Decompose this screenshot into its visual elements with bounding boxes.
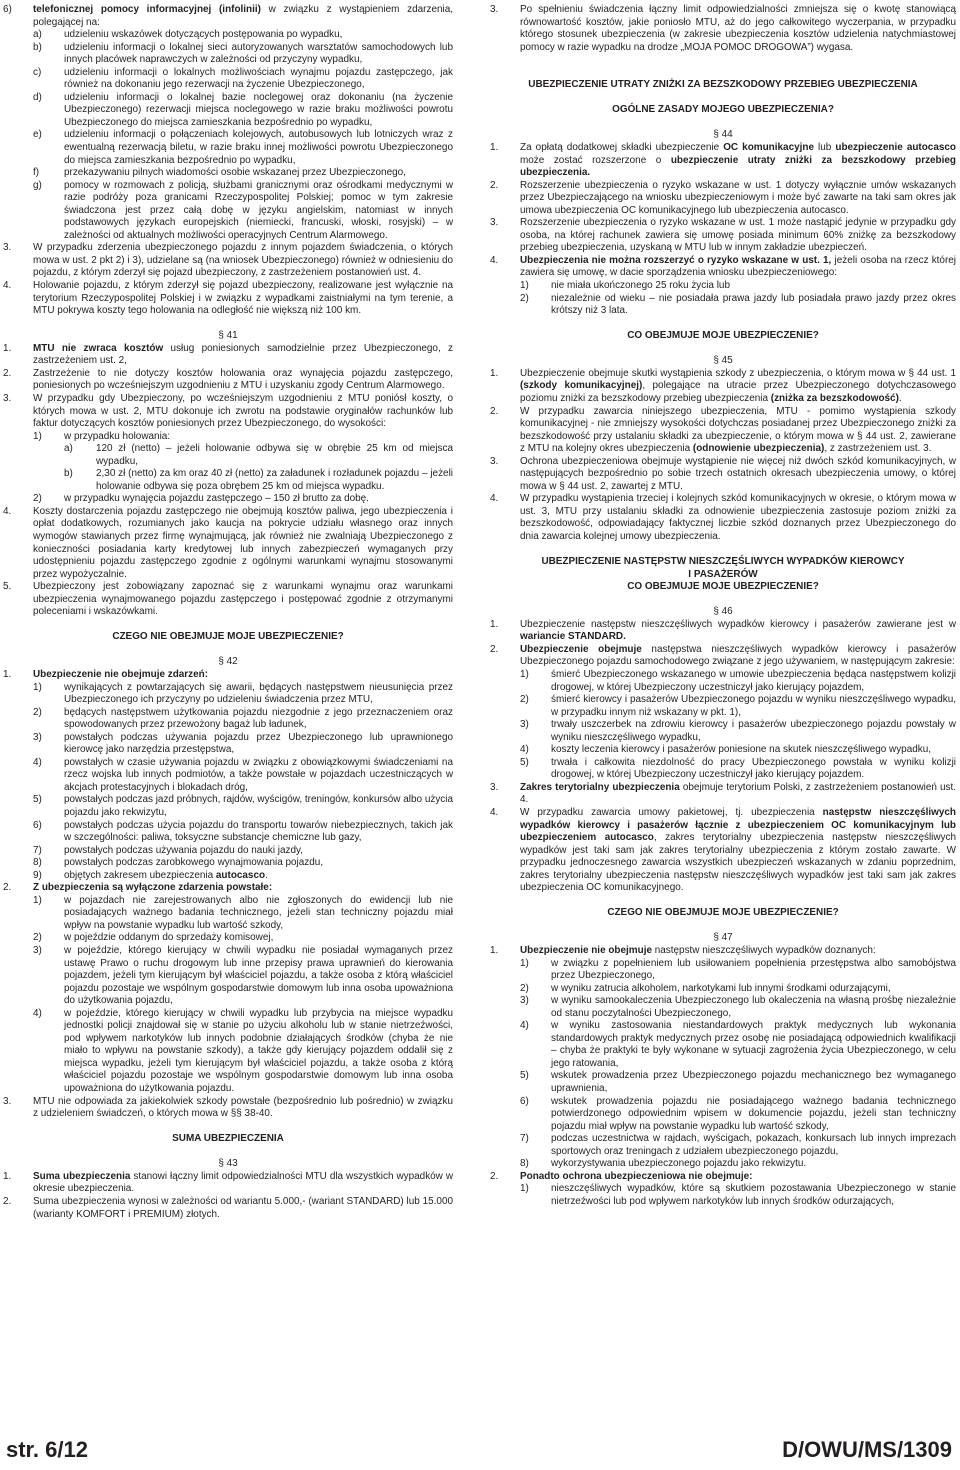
item-text: wskutek prowadzenia przez Ubezpieczonego pojazdu mechanicznego bez wymaganego uprawnienia, [551,1070,956,1095]
item-number: f) [33,167,40,179]
item-number: 2. [490,643,499,655]
item-number: 4. [490,254,499,266]
item-text: koszty leczenia kierowcy i pasażerów poniesione na skutek nieszczęśliwego wypadku, [551,744,932,756]
right-column [490,4,956,1209]
clause [3,393,453,431]
item-number: 4. [3,280,12,292]
spacer [490,895,956,908]
spacer [490,54,956,67]
item-text: śmierć Ubezpieczonego wskazanego w umowie ubezpieczenia będąca następstwem kolizji drogowej, w której Ubezpieczony uczestniczył jako kierujący pojazdem, [551,668,956,693]
section-heading: CZEGO NIE OBEJMUJE MOJE UBEZPIECZENIE? [607,907,839,919]
item-number: 2. [3,1195,12,1207]
item-number: 2) [33,493,42,505]
sub-clause [33,129,453,167]
document-code: D/OWU/MS/1309 [782,1437,952,1462]
item-text: Zakres terytorialny ubezpieczenia obejmuje terytorium Polski, z zastrzeżeniem postanowień ust. 4. [520,781,956,806]
item-number: 1) [33,894,42,906]
clause [490,456,956,494]
sub-clause [33,857,453,870]
sub-clause [64,468,453,493]
item-number: 9) [33,869,42,881]
item-text: Ubezpieczenia nie można rozszerzyć o ryzyko wskazane w ust. 1, jeżeli osoba na rzecz której zawiera się umowę, w dacie sporządzenia wniosku ubezpieczeniowego: [520,254,957,279]
item-text: 120 zł (netto) – jeżeli holowanie odbywa się w obrębie 25 km od miejsca wypadku, [96,443,453,467]
item-text: Ubezpieczony jest zobowiązany zapoznać się z warunkami wynajmu oraz warunkami ubezpieczenia wynajmowanego pojazdu zastępczego i postępować zgodnie z otrzymanymi poleceniami i wskazówkami. [33,581,453,618]
sub-clause [520,757,956,782]
sub-clause [520,1133,956,1158]
item-text: Ubezpieczenie obejmuje skutki wystąpienia szkody z ubezpieczenia, o którym mowa w § 44 ust. 1 (szkody komunikacyjnej), polegające na utracie przez Ubezpieczonego dotychczasowego poziomu zniżki za bezszkodowy przebieg ubezpieczenia (zniżka za bezszkodowość). [520,367,956,404]
sub-clause [33,1008,453,1096]
item-text: powstałych podczas zarobkowego wynajmowania pojazdu, [64,857,324,869]
item-text: w wyniku zastosowania niestandardowych praktyk medycznych lub wykonania standardowych praktyk medycznych przez osobę nie posiadającą odpowiednich kwalifikacji – chyba że praktyki te były wykonane w sytuacji zagrożenia życia Ubezpieczonego, w celu jego ratowania, [551,1020,956,1069]
item-text: udzieleniu informacji o lokalnych możliwościach wynajmu pojazdu zastępczego, jak również na dokonaniu jego rezerwacji na życzenie Ubezpieczonego, [64,66,453,91]
item-number: 2. [3,882,12,894]
item-text: Rozszerzenie ubezpieczenia o ryzyko wskazane w ust. 1 dotyczy wyłącznie umów wskazanych przez Ubezpieczającego na wniosku ubezpieczeniowym i może być zawarte na taki sam okres jak umowa ubezpieczenia OC komunikacyjnego lub ubezpieczenia autocasco. [520,179,956,216]
item-text: W przypadku zawarcia niniejszego ubezpieczenia, MTU - pomimo wystąpienia szkody komunikacyjnej - nie zmniejszy wysokości dotychczas posiadanej przez Ubezpieczonego zniżki za bezszkodowość przy ustalaniu składki za ubezpieczenie, o którym mowa w § 44 ust. 2, zawierane z MTU na kolejny okres ubezpieczenia (odnowienie ubezpieczenia), z zastrzeżeniem ust. 3. [520,405,956,455]
item-text: Po spełnieniu świadczenia łączny limit odpowiedzialności zmniejsza się o kwotę stanowiącą równowartość kosztów, jakie poniosło MTU, aż do jego całkowitego wyczerpania, w przypadku którego stosunek ubezpieczenia (w zakresie ubezpieczenia kosztów udzielenia natychmiastowej pomocy w razie wypadku na drodze „MOJA POMOC DROGOWA”) wygasa. [520,4,956,53]
clause [490,644,956,669]
spacer [490,318,956,331]
sub-clause [520,995,956,1020]
sub-clause [33,42,453,67]
clause [490,1171,956,1184]
clause [3,506,453,581]
item-text: w wyniku samookaleczenia Ubezpieczonego lub okaleczenia na własną prośbę niezależnie od stanu poczytalności Ubezpieczonego, [551,995,956,1019]
item-number: 2. [3,367,12,379]
item-number: 3) [33,731,42,743]
clause [3,368,453,393]
item-text: powstałych podczas użycia pojazdu do transportu towarów niebezpiecznych, takich jak w szczególności: paliwa, toksyczne substancje chemiczne lub gazy, [64,819,453,844]
spacer [490,92,956,105]
item-number: 1. [490,367,499,379]
item-number: 3. [490,4,499,15]
item-text: w pojeździe oddanym do sprzedaży komisowej, [64,932,274,944]
sub-clause [33,67,453,92]
clause [3,1196,453,1221]
sub-clause [33,820,453,845]
item-number: 5. [3,581,12,593]
clause [490,255,956,280]
item-text: Ubezpieczenie nie obejmuje zdarzeń: [33,668,209,680]
sub-clause [33,493,453,506]
item-number: a) [64,443,73,455]
clause [490,406,956,456]
sub-clause [33,29,453,42]
item-text: podczas uczestnictwa w rajdach, wyścigach, pokazach, konkursach lub innych imprezach sportowych oraz treningach z udziałem ubezpieczonego pojazdu, [551,1133,956,1157]
item-text: powstałych podczas jazd próbnych, rajdów, wyścigów, treningów, konkursów albo użycia pojazdu jako rekwizytu, [64,794,453,818]
item-number: g) [33,179,42,191]
item-text: W przypadku gdy Ubezpieczony, po wcześniejszym uzgodnieniu z MTU poniósł koszty, o których mowa w ust. 2, MTU dokonuje ich zwrotu na podstawie oryginałów rachunków lub faktur dotyczących kosztów poniesionych przez Ubezpieczonego, do wysokości: [33,392,453,430]
clause [3,4,453,29]
paragraph-number: § 41 [218,330,238,342]
item-number: 3. [490,455,499,467]
clause [3,581,453,619]
item-number: 2) [33,706,42,718]
item-text: w wyniku zatrucia alkoholem, narkotykami lub innymi środkami odurzającymi, [551,982,891,994]
item-number: 6) [33,819,42,831]
item-number: 3. [3,392,12,404]
item-number: 5) [520,1070,529,1082]
item-text: W przypadku wystąpienia trzeciej i kolejnych szkód komunikacyjnych w okresie, o którym mowa w ust. 3, MTU przy ustalaniu składki za odnowienie ubezpieczenia zastosuje poziom zniżki za bezszkodowość, odpowiadający faktycznej liczbie szkód doznanych przez Ubezpieczonego do dnia zawarcia kolejnej umowy ubezpieczenia. [520,493,956,542]
item-number: 2. [490,405,499,417]
item-number: 1. [490,618,499,630]
left-column [3,4,453,1221]
spacer [3,318,453,331]
item-text: powstałych podczas używania pojazdu do nauki jazdy, [64,844,304,856]
item-text: udzieleniu informacji o lokalnej bazie noclegowej oraz dokonaniu (na życzenie Ubezpieczonego) rezerwacji miejsca noclegowego w razie braku możliwości powrotu Ubezpieczonego do miejsca zamieszkania bezpośrednio po wypadku, [64,91,453,128]
item-text: Ubezpieczenie obejmuje następstwa nieszczęśliwych wypadków kierowcy i pasażerów Ubezpieczonego pojazdu samochodowego związane z jego używaniem, w następującym zakresie: [520,643,956,668]
sub-clause [520,983,956,996]
item-text: wskutek prowadzenia pojazdu nie posiadającego ważnego badania technicznego potwierdzonego odpowiednim wpisem w dokumencie pojazdu, jeżeli stan techniczny pojazdu miał wpływ na powstanie wypadku lub wartość szkody, [551,1095,956,1132]
item-text: udzieleniu informacji o połączeniach kolejowych, autobusowych lub lotniczych wraz z ewentualną rezerwacją biletu, w razie braku innej możliwości powrotu Ubezpieczonego do miejsca zamieszkania bezpośrednio po wypadku, [64,129,453,166]
item-text: w pojazdach nie zarejestrowanych albo nie zgłoszonych do ewidencji lub nie posiadających ważnego badania technicznego, jeżeli stan techniczny pojazdu miał wpływ na powstanie wypadku lub wartość szkody, [64,894,453,931]
item-text: udzieleniu informacji o lokalnej sieci autoryzowanych warsztatów samochodowych lub innych placówek naprawczych w zależności od przyczyny wypadku, [64,41,453,66]
spacer [3,1146,453,1159]
sub-clause [520,1158,956,1171]
page-number: str. 6/12 [6,1437,88,1462]
spacer [490,594,956,607]
item-text: Za opłatą dodatkowej składki ubezpieczenie OC komunikacyjne lub ubezpieczenie autocasco może zostać rozszerzone o ubezpieczenie utraty zniżki za bezszkodowy przebieg ubezpieczenia. [520,142,956,179]
item-number: 4) [520,1020,529,1032]
sub-clause [33,932,453,945]
spacer [3,619,453,632]
sub-clause [33,180,453,243]
item-number: 3) [520,719,529,731]
clause [490,217,956,255]
item-text: Koszty dostarczenia pojazdu zastępczego nie obejmują kosztów paliwa, jego ubezpieczenia i opłat dodatkowych, rozumianych jako kaucja na pokrycie udziału własnego oraz innych wymogów stawianych przez firmę wynajmującą, jak również nie zwalniają Ubezpieczonego z konieczności posiadania karty kredytowej lub innych zabezpieczeń wymaganych przy udostępnieniu pojazdu zastępczego zgodnie z ogólnymi warunkami wynajmu stosowanymi przez wypożyczalnie. [33,505,453,580]
clause [490,619,956,644]
item-number: 1. [3,342,12,354]
item-number: 2) [520,292,529,304]
clause [490,180,956,218]
item-number: 3. [3,1095,12,1107]
sub-clause [520,719,956,744]
spacer [490,117,956,130]
item-text: powstałych podczas używania pojazdu przez Ubezpieczonego lub uprawnionego kierowcę jako narzędzia przestępstwa, [64,731,453,756]
section-heading: CZEGO NIE OBEJMUJE MOJE UBEZPIECZENIE? [112,631,344,643]
item-number: d) [33,91,42,103]
item-text: Suma ubezpieczenia stanowi łączny limit odpowiedzialności MTU dla wszystkich wypadków w okresie ubezpieczenia. [33,1170,453,1195]
item-number: 6) [520,1095,529,1107]
sub-clause [33,732,453,757]
spacer [490,920,956,933]
sub-clause [33,757,453,795]
clause [490,368,956,406]
section-heading: CO OBEJMUJE MOJE UBEZPIECZENIE? [627,581,819,593]
item-number: 2. [490,179,499,191]
spacer [490,67,956,80]
item-text: powstałych w czasie używania pojazdu w związku z obowiązkowymi świadczeniami na rzecz wojska lub innych podmiotów, a także powstałe w pojazdach uczestniczących w akcjach protestacyjnych i blokadach dróg, [64,756,453,793]
sub-clause [520,280,956,293]
item-number: 7) [33,844,42,856]
clause [3,1096,453,1121]
paragraph-number: § 45 [713,355,733,367]
sub-clause [520,293,956,318]
clause [3,242,453,280]
item-text: Ubezpieczenie następstw nieszczęśliwych wypadków kierowcy i pasażerów zawierane jest w wariancie STANDARD. [520,618,956,643]
section-heading: UBEZPIECZENIE UTRATY ZNIŻKI ZA BEZSZKODOWY PRZEBIEG UBEZPIECZENIA [528,79,918,91]
item-text: udzieleniu wskazówek dotyczących postępowania po wypadku, [64,29,343,41]
section-heading: CO OBEJMUJE MOJE UBEZPIECZENIE? [627,330,819,342]
sub-clause [33,707,453,732]
item-number: 1) [33,430,42,442]
clause [490,142,956,180]
item-text: w przypadku holowania: [64,430,171,442]
sub-clause [33,794,453,819]
item-number: 8) [520,1158,529,1170]
item-number: 1) [520,280,529,292]
item-number: 2. [490,1170,499,1182]
item-text: w związku z popełnieniem lub usiłowaniem popełnienia przestępstwa albo samobójstwa przez Ubezpieczonego, [551,957,956,982]
item-number: 2) [33,932,42,944]
section-heading: UBEZPIECZENIE NASTĘPSTW NIESZCZĘŚLIWYCH WYPADKÓW KIEROWCY I PASAŻERÓW [541,556,905,580]
item-number: 4. [490,493,499,505]
item-number: 4) [33,756,42,768]
sub-clause [520,744,956,757]
paragraph-number: § 43 [218,1158,238,1170]
item-text: wykorzystywania ubezpieczonego pojazdu jako rekwizytu. [551,1158,807,1170]
item-text: W przypadku zawarcia umowy pakietowej, tj. ubezpieczenia następstw nieszczęśliwych wypadków kierowcy i pasażerów łącznie z ubezpieczeniem OC komunikacyjnym lub ubezpieczeniem autocasco, zakres terytorialny ubezpieczenia następstw nieszczęśliwych wypadków jest taki sam jak zakres terytorialny ubezpieczenia z którym zostało zawarte. W przypadku jednoczesnego zawarcia wszystkich ubezpieczeń wskazanych w zdaniu poprzednim, zakres terytorialny ubezpieczenia następstw nieszczęśliwych wypadków jest taki sam jak zakres ubezpieczenia OC komunikacyjnego. [520,807,957,894]
item-number: 7) [520,1133,529,1145]
item-text: 2,30 zł (netto) za km oraz 40 zł (netto) za załadunek i rozładunek pojazdu – jeżeli holowanie odbywa się poza obrębem 25 km od miejsca wypadku. [96,468,453,492]
item-text: śmierć kierowcy i pasażerów Ubezpieczonego pojazdu w wyniku nieszczęśliwego wypadku, w przypadku innym niż wskazany w pkt. 1), [551,694,956,718]
item-text: Ochrona ubezpieczeniowa obejmuje wystąpienie nie więcej niż dwóch szkód komunikacyjnych, w następujących bezpośrednio po sobie trzech ostatnich okresach ubezpieczenia umowy, o której mowa w § 44 ust. 2, zawartej z MTU. [520,455,956,492]
item-number: 4) [520,744,529,756]
paragraph-number: § 42 [218,656,238,668]
item-text: pomocy w rozmowach z policją, służbami granicznymi oraz ośrodkami medycznymi w razie podróży poza granicami Rzeczypospolitej Polskiej; pomoc w tym zakresie świadczona jest przez całą dobę w języku angielskim, natomiast w innych podstawowych językach europejskich (niemiecki, francuski, włoski, rosyjski) – w zależności od aktualnych możliwości operacyjnych Centrum Alarmowego. [64,179,453,241]
item-number: 5) [33,794,42,806]
item-text: w pojeździe, którego kierujący w chwili wypadku lub przybycia na miejsce wypadku jednostki policji znajdował się w stanie po użyciu alkoholu lub w stanie nietrzeźwości, pod wpływem narkotyków lub innych podobnie działających środków (chyba że nie miało to wpływu na powstanie szkody), a także gdy kierujący pojazdem oddalił się z miejsca wypadku, jeżeli tym kierującym był właściciel pojazdu, a także osoba z którą właściciel pojazdu pozostaje we wspólnym gospodarstwie domowym lub inna osoba upoważniona do użytkowania pojazdu. [64,1007,453,1095]
item-number: 1) [520,668,529,680]
item-number: 8) [33,857,42,869]
item-text: MTU nie odpowiada za jakiekolwiek szkody powstałe (bezpośrednio lub pośrednio) w związku z udzieleniem świadczeń, o których mowa w §§ 38-40. [33,1095,453,1120]
item-number: 6) [3,4,12,15]
item-text: telefonicznej pomocy informacyjnej (infolinii) w związku z wystąpieniem zdarzenia, polegającej na: [33,4,453,28]
item-text: będących następstwem użytkowania pojazdu niezgodnie z jego przeznaczeniem oraz spowodowanych przez przewożony bagaż lub ładunek, [64,706,453,731]
clause [490,493,956,543]
sub-clause [520,1020,956,1070]
paragraph-number: § 46 [713,606,733,618]
item-number: 4. [3,505,12,517]
sub-clause [33,682,453,707]
clause [490,807,956,895]
item-text: objętych zakresem ubezpieczenia autocasco. [64,869,268,881]
item-number: 3. [3,242,12,254]
sub-clause [33,870,453,883]
item-number: 1. [3,668,12,680]
item-number: b) [33,41,42,53]
item-text: niezależnie od wieku – nie posiadała prawa jazdy lub posiadała prawo jazdy przez okres krótszy niż 3 lata. [551,292,956,317]
clause [490,782,956,807]
sub-clause [520,694,956,719]
clause [3,343,453,368]
item-text: Z ubezpieczenia są wyłączone zdarzenia powstałe: [33,882,273,894]
item-number: c) [33,66,42,78]
sub-clause [520,1070,956,1095]
sub-clause [33,431,453,444]
item-number: 2) [520,694,529,706]
item-text: trwała i całkowita niezdolność do pracy Ubezpieczonego powstała w wyniku kolizji drogowej, w której Ubezpieczony uczestniczył jako kierujący pojazdem. [551,756,956,781]
item-text: Ponadto ochrona ubezpieczeniowa nie obejmuje: [520,1170,753,1182]
clause [3,280,453,318]
item-number: 3) [520,995,529,1007]
item-number: 1. [490,945,499,957]
item-text: w pojeździe, którego kierujący w chwili wypadku nie posiadał wymaganych przez ustawę Prawo o ruchu drogowym lub inne przepisy prawa uprawnień do kierowania pojazdem, jeżeli tym kierującym był właściciel pojazdu, a także osoba z którą właściciel pojazdu pozostaje we wspólnym gospodarstwie domowym lub inna osoba upoważniona do użytkowania pojazdu, [64,945,453,1007]
sub-clause [33,92,453,130]
item-number: 5) [520,756,529,768]
item-number: 4. [490,807,499,818]
item-number: 1. [3,1170,12,1182]
item-text: W przypadku zderzenia ubezpieczonego pojazdu z innym pojazdem świadczenia, o których mowa w ust. 2 pkt 2) i 3), udzielane są (na wniosek Ubezpieczonego) również w odniesieniu do pojazdu, z którym zderzył się pojazd ubezpieczony, z zastrzeżeniem postanowień ust. 4. [33,242,453,279]
item-number: b) [64,468,73,480]
item-text: MTU nie zwraca kosztów usług poniesionych samodzielnie przez Ubezpieczonego, z zastrzeżeniem ust. 2, [33,342,453,367]
item-text: Zastrzeżenie to nie dotyczy kosztów holowania oraz wynajęcia pojazdu zastępczego, poniesionych po wcześniejszym uzgodnieniu z MTU i uzyskaniu zgody Centrum Alarmowego. [33,367,453,392]
item-number: 2) [520,982,529,994]
sub-clause [520,669,956,694]
paragraph-number: § 47 [713,932,733,944]
item-text: Ubezpieczenie nie obejmuje następstw nieszczęśliwych wypadków doznanych: [520,945,876,957]
sub-clause [520,958,956,983]
item-text: wynikających z powtarzających się awarii, będących następstwem nieusunięcia przez Ubezpieczonego ich przyczyny po udzieleniu świadczenia przez MTU, [64,681,453,706]
item-number: 1. [490,142,499,154]
clause [3,882,453,895]
sub-clause [33,167,453,180]
item-number: a) [33,29,42,41]
item-text: nieszczęśliwych wypadków, które są skutkiem pozostawania Ubezpieczonego w stanie nietrzeźwości lub pod wpływem narkotyków lub innych środków odurzających, [551,1183,956,1207]
paragraph-number: § 44 [713,129,733,141]
item-text: nie miała ukończonego 25 roku życia lub [551,280,730,292]
section-heading: OGÓLNE ZASADY MOJEGO UBEZPIECZENIA? [612,104,834,116]
item-text: Rozszerzenie ubezpieczenia o ryzyko wskazane w ust. 1 może nastąpić jedynie w przypadku gdy osoba, na której rachunek zawiera się umowę posiada minimum 60% zniżkę za bezszkodowy przebieg ubezpieczenia, uzyskaną w MTU lub w innym zakładzie ubezpieczeń. [520,217,956,254]
item-text: w przypadku wynajęcia pojazdu zastępczego – 150 zł brutto za dobę. [64,493,369,505]
sub-clause [520,1183,956,1208]
item-text: Holowanie pojazdu, z którym zderzył się pojazd ubezpieczony, realizowane jest wyłącznie na terytorium Rzeczypospolitej Polskiej i w związku z wypadkami zaistniałymi na tym terenie, a MTU pokrywa koszty tego holowania na odległość nie większą niż 100 km. [33,280,453,317]
item-number: 3. [490,781,499,793]
spacer [3,1121,453,1134]
clause [490,945,956,958]
item-number: 1) [33,681,42,693]
item-text: Suma ubezpieczenia wynosi w zależności od wariantu 5.000,- (wariant STANDARD) lub 15.000 (warianty KOMFORT i PREMIUM) złotych. [33,1195,453,1220]
item-text: przekazywaniu pilnych wiadomości osobie wskazanej przez Ubezpieczonego, [64,167,406,179]
sub-clause [520,1096,956,1134]
section-heading: SUMA UBEZPIECZENIA [172,1133,284,1145]
sub-clause [33,945,453,1008]
spacer [490,544,956,557]
item-number: 3. [490,217,499,229]
spacer [490,343,956,356]
spacer [3,644,453,657]
clause [490,4,956,54]
sub-clause [33,895,453,933]
sub-clause [64,443,453,468]
clause [3,1171,453,1196]
sub-clause [33,845,453,858]
item-number: 1) [520,957,529,969]
item-number: 3) [33,945,42,957]
item-number: 4) [33,1007,42,1019]
item-text: trwały uszczerbek na zdrowiu kierowcy i pasażerów ubezpieczonego pojazdu powstały w wyniku nieszczęśliwego wypadku, [551,719,956,743]
item-number: 1) [520,1183,529,1195]
item-number: e) [33,129,42,141]
clause [3,669,453,682]
